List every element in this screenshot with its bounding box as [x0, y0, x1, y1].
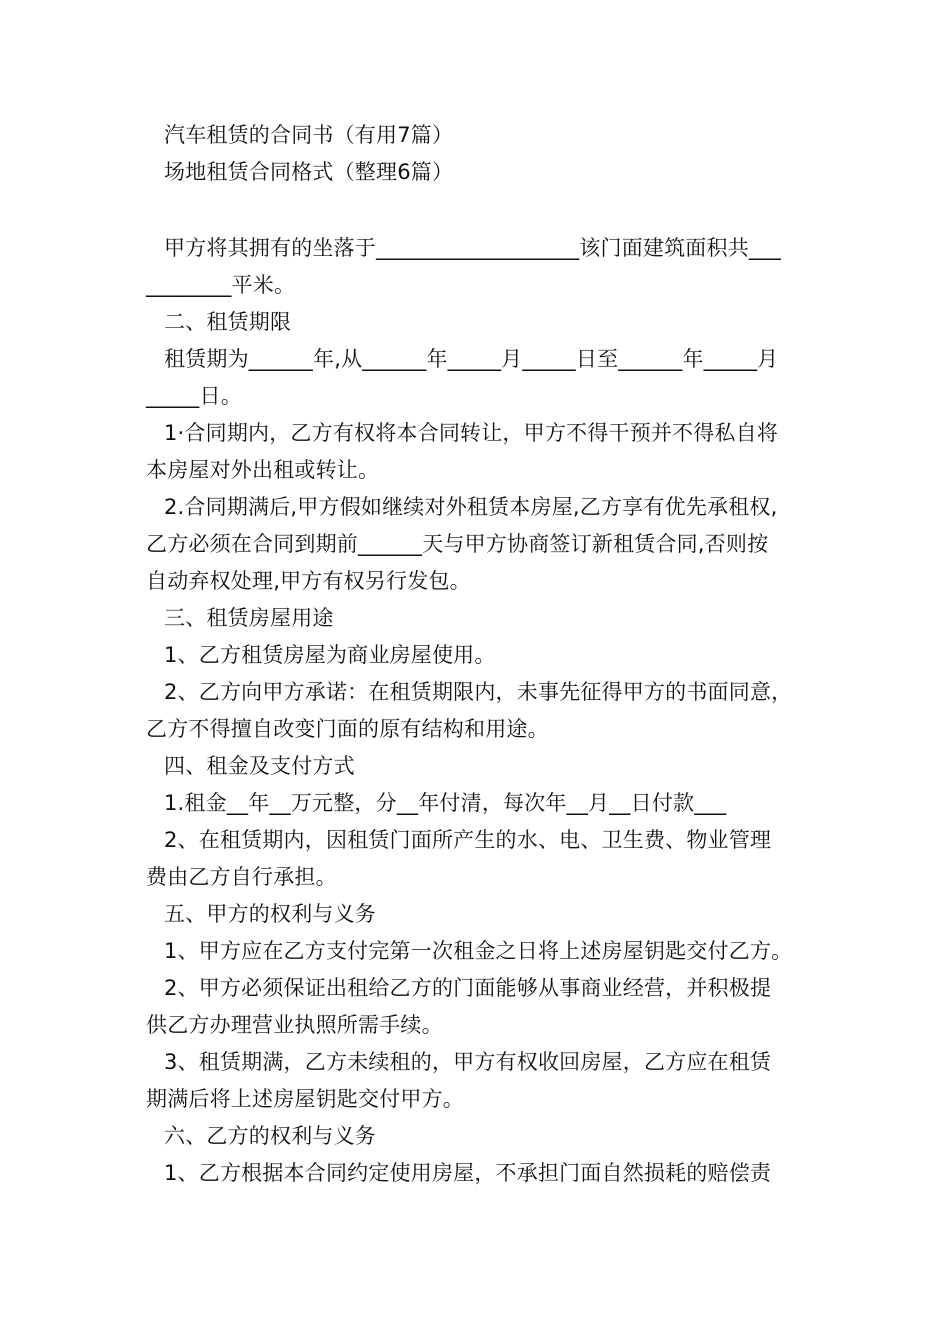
paragraph-line: 2、甲方必须保证出租给乙方的门面能够从事商业经营，并积极提: [164, 976, 772, 1000]
section-heading-2: 二、租赁期限: [164, 310, 292, 334]
paragraph-line: 租赁期为______年,从______年_____月_____日至______年_____月: [164, 347, 779, 371]
paragraph-line: 3、租赁期满，乙方未续租的，甲方有权收回房屋，乙方应在租赁: [164, 1050, 772, 1074]
paragraph-line: 本房屋对外出租或转让。: [146, 458, 380, 482]
paragraph-line: _____日。: [146, 384, 242, 408]
paragraph-line: 1·合同期内，乙方有权将本合同转让，甲方不得干预并不得私自将: [164, 421, 779, 445]
paragraph-line: 1.租金__年__万元整，分__年付清，每次年__月__日付款___: [164, 791, 727, 815]
section-heading-5: 五、甲方的权利与义务: [164, 902, 376, 926]
paragraph-line: 2.合同期满后,甲方假如继续对外租赁本房屋,乙方享有优先承租权,: [164, 495, 778, 519]
section-heading-3: 三、租赁房屋用途: [164, 606, 334, 630]
paragraph-line: 自动弃权处理,甲方有权另行发包。: [146, 569, 471, 593]
related-title-2: 场地租赁合同格式（整理6篇）: [164, 160, 454, 184]
paragraph-line: ________平米。: [146, 273, 296, 297]
related-title-1: 汽车租赁的合同书（有用7篇）: [164, 123, 454, 147]
paragraph-line: 费由乙方自行承担。: [146, 865, 337, 889]
paragraph-line: 供乙方办理营业执照所需手续。: [146, 1013, 443, 1037]
paragraph-line: 乙方不得擅自改变门面的原有结构和用途。: [146, 717, 549, 741]
section-heading-6: 六、乙方的权利与义务: [164, 1124, 376, 1148]
paragraph-line: 2、乙方向甲方承诺：在租赁期限内，未事先征得甲方的书面同意，: [164, 680, 793, 704]
paragraph-line: 期满后将上述房屋钥匙交付甲方。: [146, 1087, 464, 1111]
paragraph-line: 甲方将其拥有的坐落于___________________该门面建筑面积共___: [164, 236, 781, 260]
paragraph-line: 2、在租赁期内，因租赁门面所产生的水、电、卫生费、物业管理: [164, 828, 772, 852]
section-heading-4: 四、租金及支付方式: [164, 754, 355, 778]
paragraph-line: 1、乙方根据本合同约定使用房屋，不承担门面自然损耗的赔偿责: [164, 1161, 772, 1185]
paragraph-line: 1、甲方应在乙方支付完第一次租金之日将上述房屋钥匙交付乙方。: [164, 939, 793, 963]
paragraph-line: 乙方必须在合同到期前______天与甲方协商签订新租赁合同,否则按: [146, 532, 769, 556]
paragraph-line: 1、乙方租赁房屋为商业房屋使用。: [164, 643, 496, 667]
